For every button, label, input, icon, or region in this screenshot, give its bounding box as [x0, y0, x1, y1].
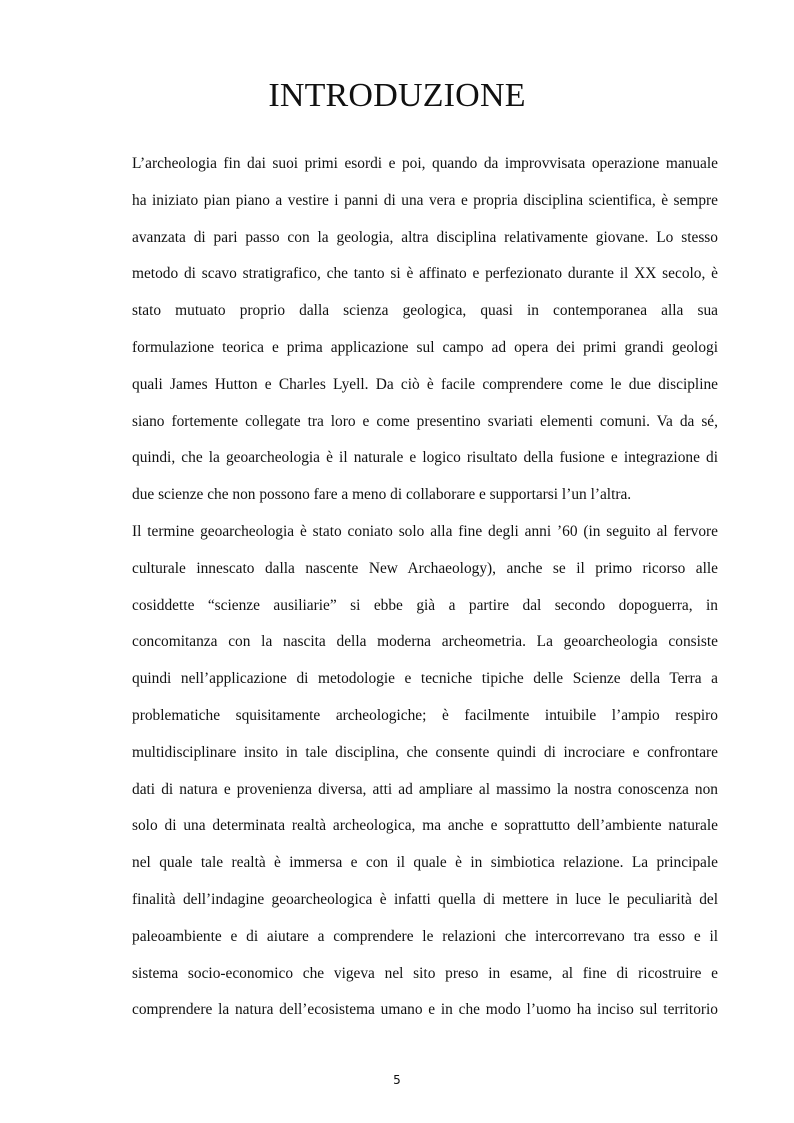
- text-line: quindi nell’applicazione di metodologie e tecniche tipiche delle Scienze della Terra a: [132, 670, 718, 688]
- text-line: cosiddette “scienze ausiliarie” si ebbe già a partire dal secondo dopoguerra, in: [132, 596, 718, 614]
- text-line: dati di natura e provenienza diversa, atti ad ampliare al massimo la nostra conoscenza non: [132, 780, 718, 798]
- text-line: quindi, che la geoarcheologia è il naturale e logico risultato della fusione e integrazione di: [132, 449, 718, 467]
- body-text: [132, 146, 718, 1029]
- text-line: quali James Hutton e Charles Lyell. Da ciò è facile comprendere come le due discipline: [132, 375, 718, 393]
- page-number: 5: [393, 1073, 401, 1087]
- text-line: culturale innescato dalla nascente New Archaeology), anche se il primo ricorso alle: [132, 559, 718, 577]
- text-line: problematiche squisitamente archeologiche; è facilmente intuibile l’ampio respiro: [132, 706, 718, 724]
- text-line: ha iniziato pian piano a vestire i panni di una vera e propria disciplina scientifica, è sempre: [132, 191, 718, 209]
- text-line: multidisciplinare insito in tale disciplina, che consente quindi di incrociare e confrontare: [132, 743, 718, 761]
- text-line: concomitanza con la nascita della moderna archeometria. La geoarcheologia consiste: [132, 633, 718, 651]
- text-line: finalità dell’indagine geoarcheologica è infatti quella di mettere in luce le peculiarità del: [132, 890, 718, 908]
- text-line: solo di una determinata realtà archeologica, ma anche e soprattutto dell’ambiente naturale: [132, 817, 718, 835]
- paragraph-2: [132, 514, 718, 1029]
- text-line: sistema socio-economico che vigeva nel sito preso in esame, al fine di ricostruire e: [132, 964, 718, 982]
- text-line: avanzata di pari passo con la geologia, altra disciplina relativamente giovane. Lo stesso: [132, 228, 718, 246]
- text-line: siano fortemente collegate tra loro e come presentino svariati elementi comuni. Va da sé,: [132, 412, 718, 430]
- page-title: INTRODUZIONE: [268, 77, 526, 114]
- text-line: comprendere la natura dell’ecosistema umano e in che modo l’uomo ha inciso sul territorio: [132, 1001, 718, 1019]
- text-line: formulazione teorica e prima applicazione sul campo ad opera dei primi grandi geologi: [132, 338, 718, 356]
- text-line: stato mutuato proprio dalla scienza geologica, quasi in contemporanea alla sua: [132, 302, 718, 320]
- text-line: due scienze che non possono fare a meno di collaborare e supportarsi l’un l’altra.: [132, 486, 632, 504]
- text-line: L’archeologia fin dai suoi primi esordi e poi, quando da improvvisata operazione manuale: [132, 155, 718, 172]
- text-line: nel quale tale realtà è immersa e con il quale è in simbiotica relazione. La principale: [132, 854, 718, 872]
- text-line: paleoambiente e di aiutare a comprendere le relazioni che intercorrevano tra esso e il: [132, 927, 718, 945]
- text-line: metodo di scavo stratigrafico, che tanto si è affinato e perfezionato durante il XX secolo, è: [132, 265, 718, 283]
- paragraph-1: [132, 146, 718, 514]
- text-line: Il termine geoarcheologia è stato coniato solo alla fine degli anni ’60 (in seguito al fervore: [132, 522, 718, 540]
